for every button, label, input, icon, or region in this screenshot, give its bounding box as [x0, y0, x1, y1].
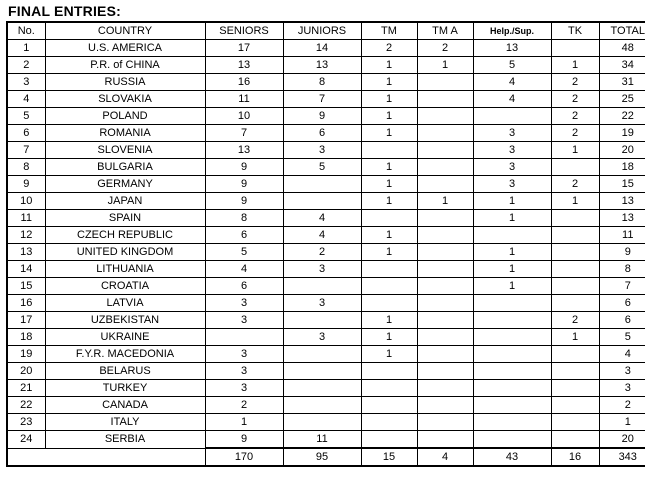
cell-tm: 1: [361, 125, 417, 142]
cell-help: 3: [473, 125, 551, 142]
cell-no: 7: [7, 142, 45, 159]
cell-no: 10: [7, 193, 45, 210]
cell-help: 3: [473, 142, 551, 159]
table-row: [7, 414, 645, 431]
cell-country: ROMANIA: [45, 125, 205, 142]
cell-tm: 1: [361, 329, 417, 346]
cell-no: 9: [7, 176, 45, 193]
cell-tma: [417, 176, 473, 193]
cell-tm: [361, 142, 417, 159]
table-row: [7, 278, 645, 295]
cell-juniors: 6: [283, 125, 361, 142]
cell-seniors: 3: [205, 295, 283, 312]
cell-help: [473, 431, 551, 449]
cell-seniors: 13: [205, 142, 283, 159]
table-row: [7, 312, 645, 329]
cell-help: 1: [473, 244, 551, 261]
totals-seniors: 170: [205, 448, 283, 466]
cell-seniors: 9: [205, 431, 283, 449]
cell-total: 18: [599, 159, 645, 176]
cell-juniors: [283, 380, 361, 397]
cell-juniors: 5: [283, 159, 361, 176]
cell-country: GERMANY: [45, 176, 205, 193]
cell-juniors: [283, 193, 361, 210]
cell-total: 3: [599, 380, 645, 397]
table-row: [7, 380, 645, 397]
table-row: [7, 193, 645, 210]
cell-country: LITHUANIA: [45, 261, 205, 278]
cell-help: 3: [473, 176, 551, 193]
cell-total: 6: [599, 295, 645, 312]
cell-tma: 2: [417, 40, 473, 57]
cell-juniors: 3: [283, 261, 361, 278]
cell-total: 3: [599, 363, 645, 380]
cell-no: 6: [7, 125, 45, 142]
cell-no: 23: [7, 414, 45, 431]
cell-tk: 1: [551, 57, 599, 74]
cell-total: 25: [599, 91, 645, 108]
cell-tm: 1: [361, 57, 417, 74]
cell-tk: [551, 397, 599, 414]
cell-tk: [551, 346, 599, 363]
cell-help: [473, 346, 551, 363]
cell-help: 1: [473, 193, 551, 210]
cell-no: 17: [7, 312, 45, 329]
cell-juniors: 2: [283, 244, 361, 261]
cell-tma: [417, 363, 473, 380]
final-entries-table: [6, 21, 645, 467]
cell-total: 13: [599, 193, 645, 210]
cell-country: SLOVAKIA: [45, 91, 205, 108]
table-row: [7, 329, 645, 346]
cell-juniors: 3: [283, 329, 361, 346]
cell-seniors: 9: [205, 159, 283, 176]
cell-country: POLAND: [45, 108, 205, 125]
cell-help: 4: [473, 74, 551, 91]
cell-tk: 2: [551, 91, 599, 108]
cell-tma: [417, 125, 473, 142]
cell-help: [473, 108, 551, 125]
table-row: [7, 363, 645, 380]
table-row: [7, 176, 645, 193]
column-header-tm: TM: [361, 22, 417, 40]
totals-juniors: 95: [283, 448, 361, 466]
cell-no: 8: [7, 159, 45, 176]
cell-tma: [417, 295, 473, 312]
cell-juniors: 4: [283, 227, 361, 244]
table-row: [7, 142, 645, 159]
cell-no: 24: [7, 431, 45, 449]
cell-juniors: 9: [283, 108, 361, 125]
cell-tma: [417, 346, 473, 363]
cell-seniors: 3: [205, 380, 283, 397]
cell-seniors: 13: [205, 57, 283, 74]
cell-no: 14: [7, 261, 45, 278]
cell-tk: [551, 210, 599, 227]
cell-tm: 1: [361, 346, 417, 363]
cell-tm: [361, 397, 417, 414]
column-header-tm-a: TM A: [417, 22, 473, 40]
table-row: [7, 57, 645, 74]
cell-tm: [361, 380, 417, 397]
cell-country: SERBIA: [45, 431, 205, 449]
cell-tk: 1: [551, 142, 599, 159]
cell-tk: [551, 295, 599, 312]
cell-seniors: 6: [205, 278, 283, 295]
cell-seniors: [205, 329, 283, 346]
cell-country: SLOVENIA: [45, 142, 205, 159]
cell-tm: [361, 363, 417, 380]
table-body: [7, 40, 645, 449]
cell-seniors: 17: [205, 40, 283, 57]
cell-country: UKRAINE: [45, 329, 205, 346]
table-row: [7, 244, 645, 261]
cell-tm: 1: [361, 176, 417, 193]
cell-tma: [417, 227, 473, 244]
cell-tk: [551, 431, 599, 449]
cell-tma: [417, 329, 473, 346]
cell-country: U.S. AMERICA: [45, 40, 205, 57]
cell-tm: 1: [361, 227, 417, 244]
cell-tk: [551, 363, 599, 380]
cell-help: [473, 397, 551, 414]
cell-total: 20: [599, 142, 645, 159]
cell-tk: [551, 227, 599, 244]
table-row: [7, 210, 645, 227]
cell-juniors: 7: [283, 91, 361, 108]
cell-tk: 2: [551, 108, 599, 125]
cell-juniors: [283, 346, 361, 363]
cell-tma: [417, 244, 473, 261]
cell-tma: [417, 312, 473, 329]
totals-tm: 15: [361, 448, 417, 466]
cell-seniors: 9: [205, 176, 283, 193]
table-footer: [7, 448, 645, 466]
cell-tm: [361, 261, 417, 278]
cell-tm: [361, 431, 417, 449]
cell-tma: [417, 74, 473, 91]
cell-seniors: 3: [205, 363, 283, 380]
cell-tk: 1: [551, 329, 599, 346]
cell-country: P.R. of CHINA: [45, 57, 205, 74]
cell-tma: 1: [417, 193, 473, 210]
cell-total: 11: [599, 227, 645, 244]
cell-juniors: 8: [283, 74, 361, 91]
cell-seniors: 6: [205, 227, 283, 244]
cell-total: 48: [599, 40, 645, 57]
column-header-juniors: JUNIORS: [283, 22, 361, 40]
cell-seniors: 3: [205, 312, 283, 329]
cell-tk: [551, 261, 599, 278]
cell-help: 1: [473, 210, 551, 227]
cell-total: 5: [599, 329, 645, 346]
cell-no: 19: [7, 346, 45, 363]
cell-seniors: 11: [205, 91, 283, 108]
table-row: [7, 261, 645, 278]
cell-tk: 1: [551, 193, 599, 210]
cell-juniors: 3: [283, 295, 361, 312]
cell-help: [473, 312, 551, 329]
cell-country: UZBEKISTAN: [45, 312, 205, 329]
cell-country: RUSSIA: [45, 74, 205, 91]
cell-seniors: 8: [205, 210, 283, 227]
cell-help: 3: [473, 159, 551, 176]
cell-seniors: 4: [205, 261, 283, 278]
cell-tma: [417, 397, 473, 414]
cell-tma: [417, 380, 473, 397]
cell-total: 34: [599, 57, 645, 74]
cell-seniors: 1: [205, 414, 283, 431]
cell-juniors: 13: [283, 57, 361, 74]
table-header-row: [7, 22, 645, 40]
cell-juniors: [283, 397, 361, 414]
cell-tm: [361, 414, 417, 431]
totals-row: [7, 448, 645, 466]
cell-no: 5: [7, 108, 45, 125]
column-header-country: COUNTRY: [45, 22, 205, 40]
cell-tk: [551, 40, 599, 57]
cell-seniors: 5: [205, 244, 283, 261]
cell-help: [473, 295, 551, 312]
cell-country: UNITED KINGDOM: [45, 244, 205, 261]
cell-tk: 2: [551, 312, 599, 329]
totals-tk: 16: [551, 448, 599, 466]
cell-tk: [551, 244, 599, 261]
cell-seniors: 3: [205, 346, 283, 363]
cell-total: 8: [599, 261, 645, 278]
cell-juniors: 3: [283, 142, 361, 159]
cell-total: 22: [599, 108, 645, 125]
table-row: [7, 295, 645, 312]
cell-tma: [417, 91, 473, 108]
cell-country: TURKEY: [45, 380, 205, 397]
table-row: [7, 74, 645, 91]
table-row: [7, 346, 645, 363]
cell-country: JAPAN: [45, 193, 205, 210]
cell-country: LATVIA: [45, 295, 205, 312]
cell-tm: [361, 210, 417, 227]
table-row: [7, 125, 645, 142]
cell-country: BULGARIA: [45, 159, 205, 176]
totals-total: 343: [599, 448, 645, 466]
cell-total: 9: [599, 244, 645, 261]
cell-tm: 1: [361, 312, 417, 329]
totals-tm-a: 4: [417, 448, 473, 466]
column-header-total: TOTAL: [599, 22, 645, 40]
cell-help: [473, 227, 551, 244]
cell-tma: [417, 278, 473, 295]
cell-tm: 2: [361, 40, 417, 57]
cell-no: 15: [7, 278, 45, 295]
cell-total: 20: [599, 431, 645, 449]
cell-tm: 1: [361, 193, 417, 210]
cell-help: 5: [473, 57, 551, 74]
cell-total: 13: [599, 210, 645, 227]
cell-seniors: 10: [205, 108, 283, 125]
cell-tma: [417, 108, 473, 125]
cell-tk: [551, 380, 599, 397]
cell-no: 22: [7, 397, 45, 414]
cell-tma: [417, 159, 473, 176]
cell-no: 2: [7, 57, 45, 74]
cell-no: 4: [7, 91, 45, 108]
cell-no: 11: [7, 210, 45, 227]
cell-total: 6: [599, 312, 645, 329]
cell-country: CROATIA: [45, 278, 205, 295]
totals-spacer-no: [7, 448, 45, 466]
cell-tm: 1: [361, 108, 417, 125]
cell-no: 1: [7, 40, 45, 57]
cell-tk: [551, 278, 599, 295]
cell-tma: [417, 431, 473, 449]
cell-seniors: 16: [205, 74, 283, 91]
cell-tm: [361, 295, 417, 312]
cell-help: [473, 380, 551, 397]
cell-country: ITALY: [45, 414, 205, 431]
totals-help-sup: 43: [473, 448, 551, 466]
column-header-no: No.: [7, 22, 45, 40]
column-header-tk: TK: [551, 22, 599, 40]
cell-total: 7: [599, 278, 645, 295]
cell-no: 12: [7, 227, 45, 244]
column-header-help-sup: Help./Sup.: [473, 22, 551, 40]
cell-juniors: 14: [283, 40, 361, 57]
cell-total: 1: [599, 414, 645, 431]
table-row: [7, 431, 645, 449]
cell-help: 1: [473, 278, 551, 295]
cell-country: CZECH REPUBLIC: [45, 227, 205, 244]
cell-tk: 2: [551, 176, 599, 193]
cell-total: 19: [599, 125, 645, 142]
cell-juniors: [283, 278, 361, 295]
cell-tm: [361, 278, 417, 295]
cell-help: 13: [473, 40, 551, 57]
table-row: [7, 397, 645, 414]
table-row: [7, 227, 645, 244]
cell-juniors: [283, 176, 361, 193]
cell-tma: [417, 414, 473, 431]
table-row: [7, 108, 645, 125]
cell-tk: [551, 159, 599, 176]
cell-country: BELARUS: [45, 363, 205, 380]
cell-seniors: 9: [205, 193, 283, 210]
cell-tm: 1: [361, 159, 417, 176]
cell-help: [473, 329, 551, 346]
cell-juniors: [283, 414, 361, 431]
cell-no: 3: [7, 74, 45, 91]
cell-juniors: 11: [283, 431, 361, 449]
cell-tma: 1: [417, 57, 473, 74]
cell-country: F.Y.R. MACEDONIA: [45, 346, 205, 363]
cell-juniors: [283, 363, 361, 380]
page-title: FINAL ENTRIES:: [8, 3, 121, 19]
cell-help: [473, 363, 551, 380]
cell-country: CANADA: [45, 397, 205, 414]
cell-help: [473, 414, 551, 431]
cell-juniors: [283, 312, 361, 329]
cell-juniors: 4: [283, 210, 361, 227]
cell-tk: [551, 414, 599, 431]
cell-tma: [417, 142, 473, 159]
cell-no: 16: [7, 295, 45, 312]
cell-total: 15: [599, 176, 645, 193]
cell-tk: 2: [551, 125, 599, 142]
cell-tm: 1: [361, 244, 417, 261]
cell-help: 4: [473, 91, 551, 108]
table-row: [7, 91, 645, 108]
cell-tma: [417, 210, 473, 227]
cell-tk: 2: [551, 74, 599, 91]
cell-no: 21: [7, 380, 45, 397]
totals-spacer-country: [45, 448, 205, 466]
column-header-seniors: SENIORS: [205, 22, 283, 40]
cell-help: 1: [473, 261, 551, 278]
cell-tma: [417, 261, 473, 278]
cell-no: 18: [7, 329, 45, 346]
cell-country: SPAIN: [45, 210, 205, 227]
cell-total: 31: [599, 74, 645, 91]
cell-seniors: 2: [205, 397, 283, 414]
table-row: [7, 159, 645, 176]
cell-total: 4: [599, 346, 645, 363]
cell-no: 20: [7, 363, 45, 380]
cell-total: 2: [599, 397, 645, 414]
table-row: [7, 40, 645, 57]
cell-tm: 1: [361, 74, 417, 91]
cell-no: 13: [7, 244, 45, 261]
cell-tm: 1: [361, 91, 417, 108]
table-header: [7, 22, 645, 40]
cell-seniors: 7: [205, 125, 283, 142]
